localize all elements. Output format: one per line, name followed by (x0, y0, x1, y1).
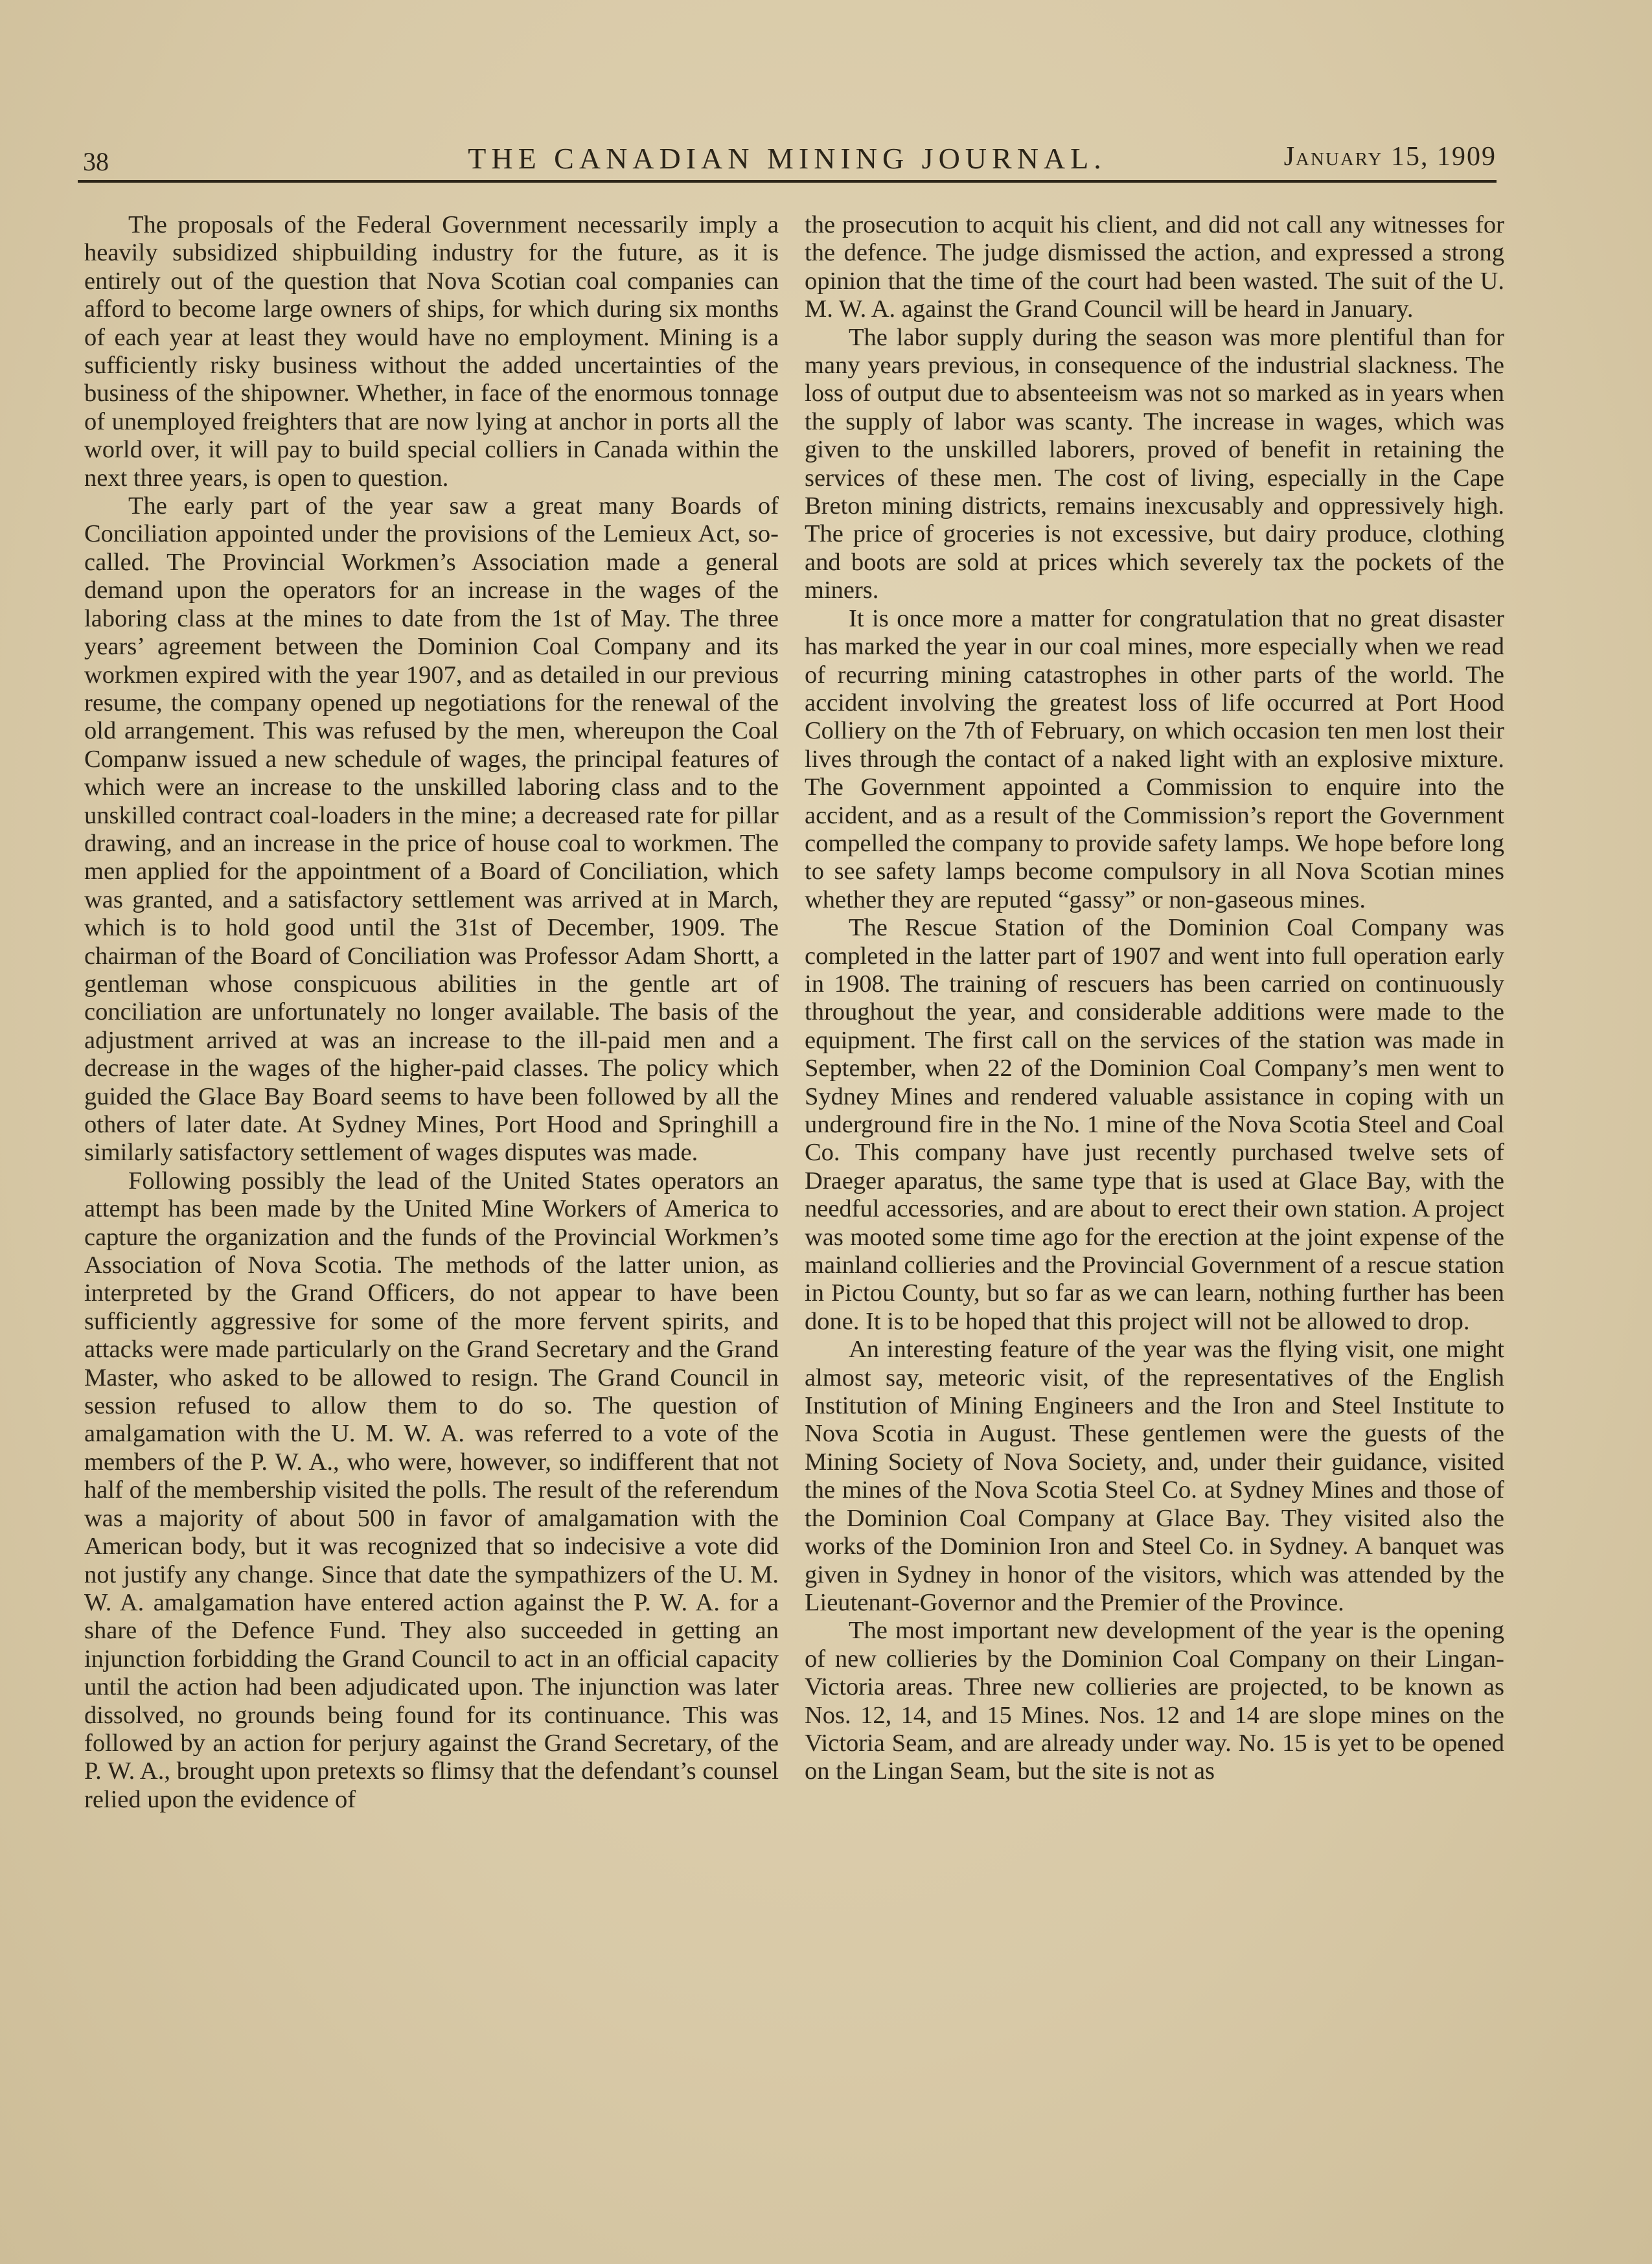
paragraph: The Rescue Station of the Dominion Coal Company was completed in the latter part of 1907 and went into full operation early in 1908. The training of rescuers has been carried on continuously throughout the year, and considerable additions were made to the equipment. The first call on the services of the station was made in September, when 22 of the Dominion Coal Company’s men went to Sydney Mines and rendered valuable assistance in coping with un underground fire in the No. 1 mine of the Nova Scotia Steel and Coal Co. This company have just recently purchased twelve sets of Draeger aparatus, the same type that is used at Glace Bay, with the needful accessories, and are about to erect their own station. A project was mooted some time ago for the erection at the joint expense of the mainland collieries and the Provincial Government of a rescue station in Pictou County, but so far as we can learn, nothing further has been done. It is to be hoped that this project will not be allowed to drop. (805, 914, 1504, 1335)
paragraph: An interesting feature of the year was the flying visit, one might almost say, meteoric visit, of the representatives of the English Institution of Mining Engineers and the Iron and Steel Institute to Nova Scotia in August. These gentlemen were the guests of the Mining Society of Nova Society, and, under their guidance, visited the mines of the Nova Scotia Steel Co. at Sydney Mines and those of the Dominion Coal Company at Glace Bay. They visited also the works of the Dominion Iron and Steel Co. in Sydney. A banquet was given in Sydney in honor of the visitors, which was attended by the Lieutenant-Governor and the Premier of the Province. (805, 1336, 1504, 1616)
page-number: 38 (83, 147, 109, 176)
left-column (84, 211, 779, 1814)
paragraph: It is once more a matter for congratulation that no great disaster has marked the year in our coal mines, more especially when we read of recurring mining catastrophes in other parts of the world. The accident involving the greatest loss of life occurred at Port Hood Colliery on the 7th of February, on which occasion ten men lost their lives through the contact of a naked light with an explosive mixture. The Government appointed a Commission to enquire into the accident, and as a result of the Commission’s report the Government compelled the company to provide safety lamps. We hope before long to see safety lamps become compulsory in all Nova Scotian mines whether they are reputed “gassy” or non-gaseous mines. (805, 604, 1504, 913)
right-column (805, 211, 1504, 1786)
paragraph: The proposals of the Federal Government necessarily imply a heavily subsidized shipbuilding industry for the future, as it is entirely out of the question that Nova Scotian coal companies can afford to become large owners of ships, for which during six months of each year at least they would have no employment. Mining is a sufficiently risky business without the added uncertainties of the business of the shipowner. Whether, in face of the enormous tonnage of unemployed freighters that are now lying at anchor in ports all the world over, it will pay to build special colliers in Canada within the next three years, is open to question. (84, 211, 779, 492)
paragraph: the prosecution to acquit his client, and did not call any witnesses for the defence. The judge dismissed the action, and expressed a strong opinion that the time of the court had been wasted. The suit of the U. M. W. A. against the Grand Council will be heard in January. (805, 211, 1504, 323)
paragraph: Following possibly the lead of the United States operators an attempt has been made by the United Mine Workers of America to capture the organization and the funds of the Provincial Workmen’s Association of Nova Scotia. The methods of the latter union, as interpreted by the Grand Officers, do not appear to have been sufficiently aggressive for some of the more fervent spirits, and attacks were made particularly on the Grand Secretary and the Grand Master, who asked to be allowed to resign. The Grand Council in session refused to allow them to do so. The question of amalgamation with the U. M. W. A. was referred to a vote of the members of the P. W. A., who were, however, so indifferent that not half of the membership visited the polls. The result of the referendum was a majority of about 500 in favor of amalgamation with the American body, but it was recognized that so indecisive a vote did not justify any change. Since that date the sympathizers of the U. M. W. A. amalgamation have entered action against the P. W. A. for a share of the Defence Fund. They also succeeded in getting an injunction forbidding the Grand Council to act in an official capacity until the action had been adjudicated upon. The injunction was later dissolved, no grounds being found for its continuance. This was followed by an action for perjury against the Grand Secretary, of the P. W. A., brought upon pretexts so flimsy that the defendant’s counsel relied upon the evidence of (84, 1167, 779, 1813)
paragraph: The labor supply during the season was more plentiful than for many years previous, in consequence of the industrial slackness. The loss of output due to absenteeism was not so marked as in years when the supply of labor was scanty. The increase in wages, which was given to the unskilled laborers, proved of benefit in retaining the services of these men. The cost of living, especially in the Cape Breton mining districts, remains inexcusably and oppressively high. The price of groceries is not excessive, but dairy produce, clothing and boots are sold at prices which severely tax the pockets of the miners. (805, 323, 1504, 604)
header-rule (78, 180, 1497, 183)
paragraph: The early part of the year saw a great many Boards of Conciliation appointed under the provisions of the Lemieux Act, so-called. The Provincial Workmen’s Association made a general demand upon the operators for an increase in the wages of the laboring class at the mines to date from the 1st of May. The three years’ agreement between the Dominion Coal Company and its workmen expired with the year 1907, and as detailed in our previous resume, the company opened up negotiations for the renewal of the old arrangement. This was refused by the men, whereupon the Coal Companw issued a new schedule of wages, the principal features of which were an increase to the unskilled laboring class and to the unskilled contract coal-loaders in the mine; a decreased rate for pillar drawing, and an increase in the price of house coal to workmen. The men applied for the appointment of a Board of Conciliation, which was granted, and a satisfactory settlement was arrived at in March, which is to hold good until the 31st of December, 1909. The chairman of the Board of Conciliation was Professor Adam Shortt, a gentleman whose conspicuous abilities in the gentle art of conciliation are unfortunately no longer available. The basis of the adjustment arrived at was an increase to the ill-paid men and a decrease in the wages of the higher-paid classes. The policy which guided the Glace Bay Board seems to have been followed by all the others of later date. At Sydney Mines, Port Hood and Springhill a similarly satisfactory settlement of wages disputes was made. (84, 492, 779, 1167)
issue-date: January 15, 1909 (1283, 142, 1497, 172)
page-header (78, 141, 1497, 180)
paragraph: The most important new development of the year is the opening of new collieries by the Dominion Coal Company on their Lingan-Victoria areas. Three new collieries are projected, to be known as Nos. 12, 14, and 15 Mines. Nos. 12 and 14 are slope mines on the Victoria Seam, and are already under way. No. 15 is yet to be opened on the Lingan Seam, but the site is not as (805, 1617, 1504, 1785)
journal-title: THE CANADIAN MINING JOURNAL. (468, 142, 1107, 175)
